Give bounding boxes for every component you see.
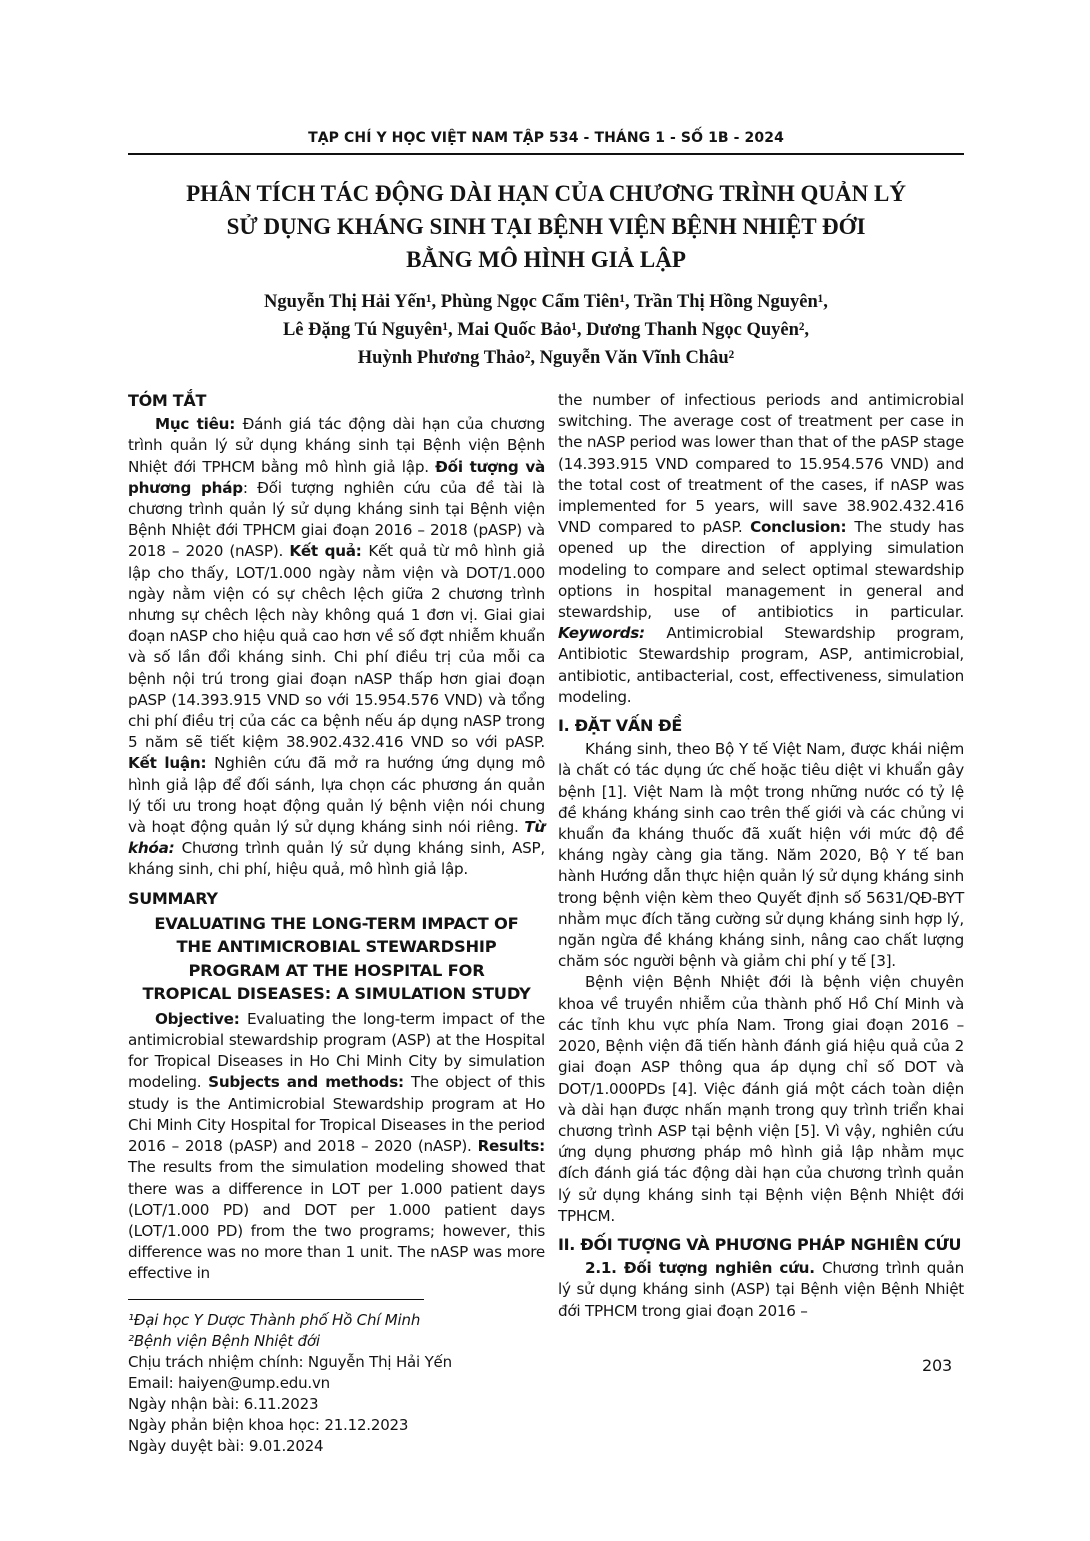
authors (128, 288, 964, 372)
summary-title-line: TROPICAL DISEASES: A SIMULATION STUDY (142, 984, 531, 1004)
page-number: 203 (922, 1356, 952, 1375)
title-line: SỬ DỤNG KHÁNG SINH TẠI BỆNH VIỆN BỆNH NHIỆT ĐỚI (226, 214, 866, 239)
footnote-email: Email: haiyen@ump.edu.vn (128, 1373, 330, 1392)
author-line: Nguyễn Thị Hải Yến¹, Phùng Ngọc Cẩm Tiên¹, Trần Thị Hồng Nguyên¹, (264, 292, 828, 312)
summary-heading: SUMMARY (128, 888, 218, 908)
summary-title-line: EVALUATING THE LONG-TERM IMPACT OF (154, 913, 519, 933)
section-1-paragraph: Kháng sinh, theo Bộ Y tế Việt Nam, được khái niệm là chất có tác dụng ức chế hoặc tiêu diệt vi khuẩn gây bệnh [1]. Việt Nam là một trong những nước có tỷ lệ đề kháng kháng sinh cao trên thế giới và các chủng vi khuẩn đa kháng thuốc đã xuất hiện với mức độ đề kháng ngày càng gia tăng. Năm 2020, Bộ Y tế ban hành Hướng dẫn thực hiện quản lý sử dụng kháng sinh trong bệnh viện kèm theo Quyết định số 5631/QĐ-BYT nhằm mục đích tăng cường sử dụng kháng sinh hợp lý, ngăn ngừa đề kháng kháng sinh, nâng cao chất lượng chăm sóc người bệnh và giảm chi phí y tế [3]. (558, 740, 964, 971)
article-page (128, 130, 964, 1457)
author-line: Huỳnh Phương Thảo², Nguyễn Văn Vĩnh Châu² (357, 348, 735, 368)
footnote-divider (128, 1299, 424, 1300)
title-line: PHÂN TÍCH TÁC ĐỘNG DÀI HẠN CỦA CHƯƠNG TRÌNH QUẢN LÝ (186, 181, 906, 206)
section-1-heading: I. ĐẶT VẤN ĐỀ (558, 716, 683, 736)
summary-title (128, 912, 545, 1006)
footnote-block (128, 1299, 545, 1457)
footnote-affiliation-1: ¹Đại học Y Dược Thành phố Hồ Chí Minh (128, 1310, 421, 1329)
footnote-accepted-date: Ngày duyệt bài: 9.01.2024 (128, 1436, 324, 1455)
page-title (128, 177, 964, 276)
summary-paragraph: Objective: Evaluating the long-term impact of the antimicrobial stewardship program (ASP) at the Hospital for Tropical Diseases in Ho Chi Minh City by simulation modeling. Subjects and methods: The object of this study is the Antimicrobial Stewardship program at Ho Chi Minh City Hospital for Tropical Diseases in the period 2016 – 2018 (pASP) and 2018 – 2020 (nASP). Results: The results from the simulation modeling showed that there was a difference in LOT per 1.000 patient days (LOT/1.000 PD) and DOT per 1.000 patient days (LOT/1.000 PD) from the two programs; however, this difference was no more than 1 unit. The nASP was more effective in (128, 1009, 545, 1283)
footnote-affiliation-2: ²Bệnh viện Bệnh Nhiệt đới (128, 1331, 320, 1350)
abstract-paragraph: Mục tiêu: Đánh giá tác động dài hạn của chương trình quản lý sử dụng kháng sinh tại Bệnh viện Bệnh Nhiệt đới TPHCM bằng mô hình giả lập. Đối tượng và phương pháp: Đối tượng nghiên cứu của đề tài là chương trình quản lý sử dụng kháng sinh tại Bệnh viện Bệnh Nhiệt đới TPHCM giai đoạn 2016 – 2018 (pASP) và 2018 – 2020 (nASP). Kết quả: Kết quả từ mô hình giả lập cho thấy, LOT/1.000 ngày nằm viện và DOT/1.000 ngày nằm viện có sự chêch lệch giữa 2 chương trình nhưng sự chêch lệch này không quá 1 đơn vị. Giai giai đoạn nASP cho hiệu quả cao hơn về số đợt nhiễm khuẩn và số lần đổi kháng sinh. Chi phí điều trị của mỗi ca bệnh nội trú trong giai đoạn nASP thấp hơn giai đoạn pASP (14.393.915 VND so với 15.954.576 VND) và tổng chi phí điều trị của các ca bệnh nếu áp dụng nASP trong 5 năm sẽ tiết kiệm 38.902.432.416 VND so với pASP. Kết luận: Nghiên cứu đã mở ra hướng ứng dụng mô hình giả lập để đối sánh, lựa chọn các phương án quản lý tối ưu trong hoạt động quản lý bệnh viện nói chung và hoạt động quản lý sử dụng kháng sinh nói riêng. Từ khóa: Chương trình quản lý sử dụng kháng sinh, ASP, kháng sinh, chi phí, hiệu quả, mô hình giả lập. (128, 415, 545, 879)
title-line: BẰNG MÔ HÌNH GIẢ LẬP (406, 247, 686, 272)
footnote-corresponding-author: Chịu trách nhiệm chính: Nguyễn Thị Hải Yến (128, 1352, 452, 1371)
journal-header: TẠP CHÍ Y HỌC VIỆT NAM TẬP 534 - THÁNG 1 - SỐ 1B - 2024 (128, 130, 964, 155)
author-line: Lê Đặng Tú Nguyên¹, Mai Quốc Bảo¹, Dương Thanh Ngọc Quyên², (282, 320, 810, 340)
two-column-body (128, 390, 964, 1457)
section-2-paragraph: 2.1. Đối tượng nghiên cứu. Chương trình quản lý sử dụng kháng sinh (ASP) tại Bệnh viện Bệnh Nhiệt đới TPHCM trong giai đoạn 2016 – (558, 1259, 964, 1320)
abstract-heading: TÓM TẮT (128, 391, 207, 410)
column-right (558, 390, 964, 1457)
footnote-review-date: Ngày phản biện khoa học: 21.12.2023 (128, 1415, 409, 1434)
column-left (128, 390, 545, 1457)
footnote-received-date: Ngày nhận bài: 6.11.2023 (128, 1394, 319, 1413)
summary-title-line: THE ANTIMICROBIAL STEWARDSHIP (176, 937, 497, 957)
section-2-heading: II. ĐỐI TƯỢNG VÀ PHƯƠNG PHÁP NGHIÊN CỨU (558, 1234, 962, 1254)
summary-title-line: PROGRAM AT THE HOSPITAL FOR (188, 960, 485, 980)
section-1-paragraph: Bệnh viện Bệnh Nhiệt đới là bệnh viện chuyên khoa về truyền nhiễm của thành phố Hồ Chí Minh và các tỉnh khu vực phía Nam. Trong giai đoạn 2016 – 2020, Bệnh viện đã tiến hành đánh giá hiệu quả của 2 giai đoạn ASP thông qua áp dụng chỉ số DOT và DOT/1.000PDs [4]. Việc đánh giá một cách toàn diện và dài hạn được nhấn mạnh trong quy trình triển khai chương trình ASP tại bệnh viện [5]. Vì vậy, nghiên cứu ứng dụng phương pháp mô hình giả lập nhằm mục đích đánh giá tác động dài hạn của chương trình quản lý sử dụng kháng sinh tại Bệnh viện Bệnh Nhiệt đới TPHCM. (558, 973, 964, 1225)
summary-continuation-paragraph: the number of infectious periods and antimicrobial switching. The average cost of treatment per case in the nASP period was lower than that of the pASP stage (14.393.915 VND compared to 15.954.576 VND) and the total cost of treatment of the cases, if nASP was implemented for 5 years, will save 38.902.432.416 VND compared to pASP. Conclusion: The study has opened up the direction of applying simulation modeling to compare and select optimal stewardship options in hospital management in general and stewardship, use of antibiotics in particular. Keywords: Antimicrobial Stewardship program, Antibiotic Stewardship program, ASP, antimicrobial, antibiotic, antibacterial, cost, effectiveness, simulation modeling. (558, 391, 965, 706)
